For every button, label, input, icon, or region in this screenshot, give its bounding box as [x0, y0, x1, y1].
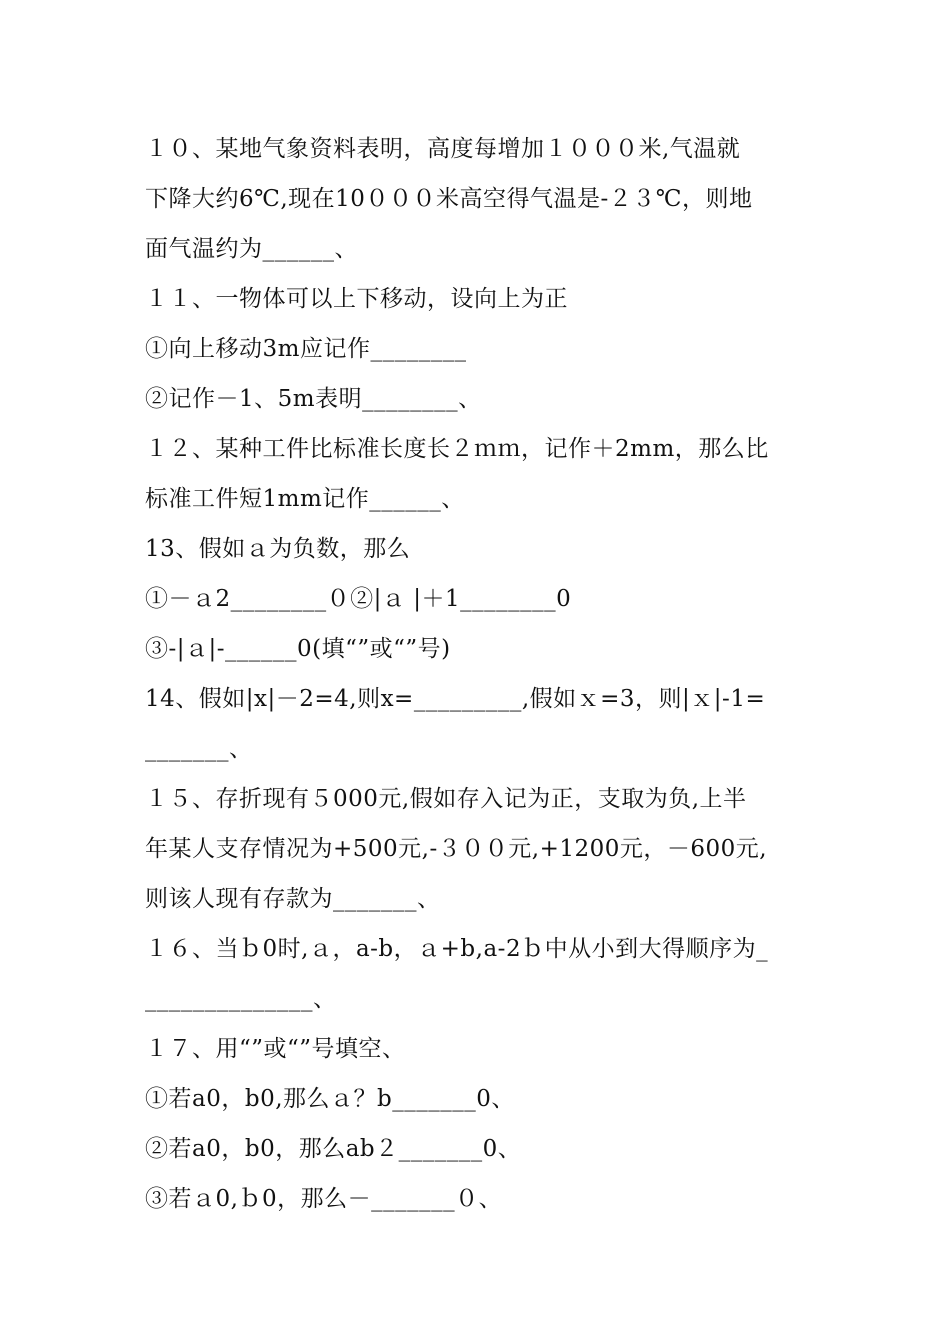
- text-line: ②记作－1、5m表明________、: [145, 386, 482, 412]
- text-line: 年某人支存情况为+500元,-３００元,+1200元，－600元,: [145, 836, 768, 862]
- text-line: 14、假如|x|－2=4,则x=_________,假如ｘ=3，则|ｘ|-1=: [145, 686, 766, 712]
- text-line: １７、用“”或“”号填空、: [145, 1036, 406, 1062]
- text-line: ③若ａ0,ｂ0，那么－_______０、: [145, 1186, 503, 1212]
- text-line: ①向上移动3m应记作________: [145, 336, 467, 362]
- text-line: ①若a0，b0,那么ａ？b_______0、: [145, 1086, 515, 1112]
- document-body: [145, 124, 825, 1224]
- text-line: 则该人现有存款为_______、: [145, 886, 441, 912]
- text-line: １１、一物体可以上下移动，设向上为正: [145, 286, 568, 312]
- text-line: ②若a0，b0，那么ab２_______0、: [145, 1136, 522, 1162]
- text-line: 13、假如ａ为负数，那么: [145, 536, 411, 562]
- text-line: ______________、: [145, 986, 337, 1012]
- text-line: 标准工件短1mm记作______、: [145, 486, 465, 512]
- text-line: 下降大约6℃,现在10０００米高空得气温是-２３℃，则地: [145, 186, 753, 212]
- text-line: １６、当ｂ0时,ａ，a-b，ａ+b,a-2ｂ中从小到大得顺序为_: [145, 936, 769, 962]
- text-line: _______、: [145, 736, 253, 762]
- text-line: ③-|ａ|-______0(填“”或“”号): [145, 636, 451, 662]
- text-line: １５、存折现有５000元,假如存入记为正，支取为负,上半: [145, 786, 747, 812]
- text-line: 面气温约为______、: [145, 236, 358, 262]
- text-line: １２、某种工件比标准长度长２ｍｍ，记作＋2mm，那么比: [145, 436, 769, 462]
- text-line: ①－ａ2________０②|ａ |＋1________0: [145, 586, 572, 612]
- text-line: １０、某地气象资料表明，高度每增加１０００米,气温就: [145, 136, 741, 162]
